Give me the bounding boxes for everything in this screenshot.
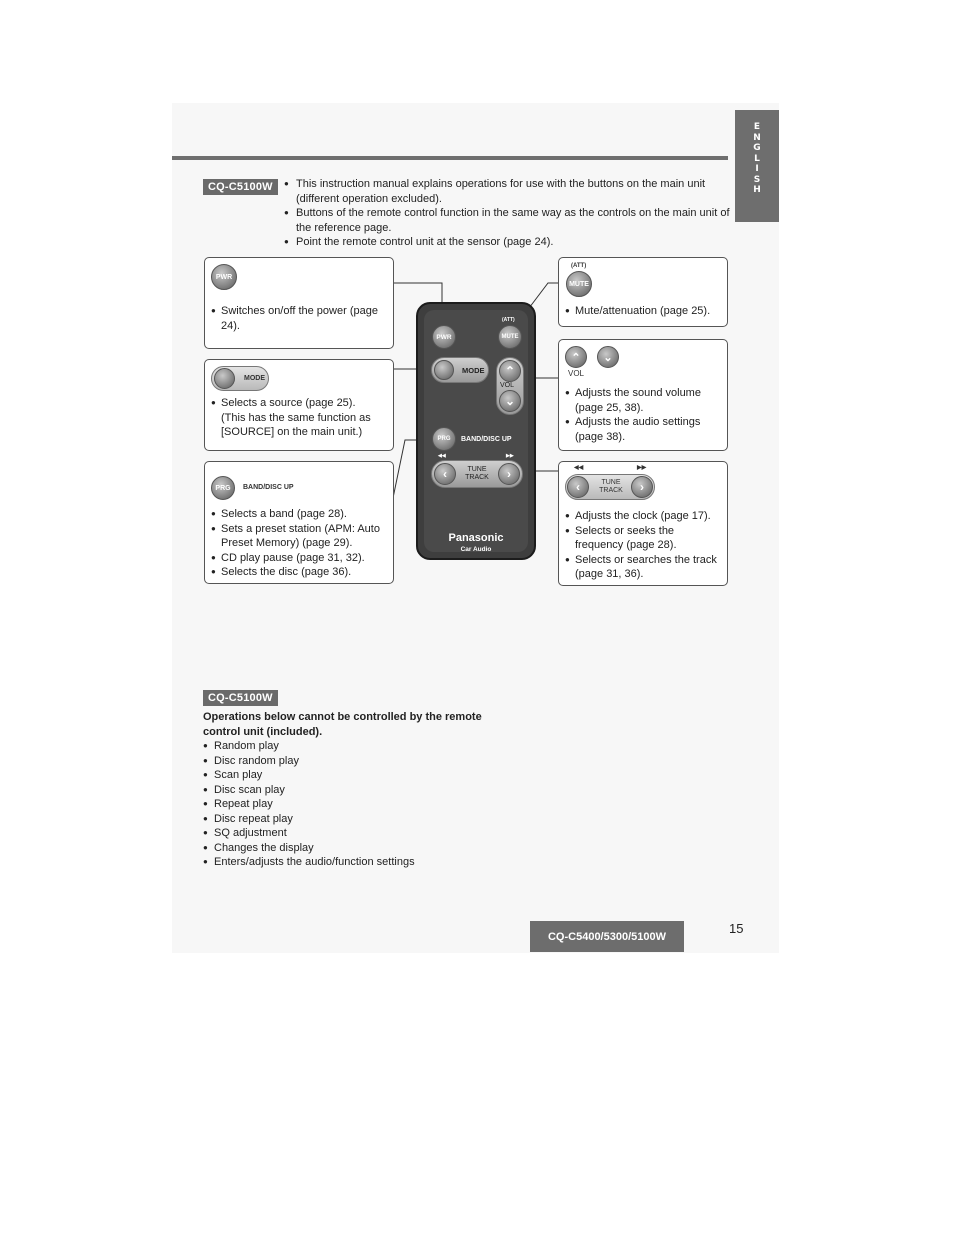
- remote-att-label: (ATT): [502, 317, 515, 323]
- ops-item: ● Enters/adjusts the audio/function settings: [203, 855, 503, 870]
- fast-forward-icon: ▶▶: [637, 465, 647, 471]
- ops-item: ● Changes the display: [203, 841, 503, 856]
- ops-item: ● Disc scan play: [203, 783, 503, 798]
- ops-item: ● SQ adjustment: [203, 826, 503, 841]
- ops-list: [203, 739, 503, 870]
- remote-track-text: TRACK: [465, 474, 489, 481]
- intro-list: [284, 177, 732, 250]
- band-desc: ● Sets a preset station (APM: Auto Preset Memory) (page 29).: [211, 522, 386, 551]
- ops-heading: Operations below cannot be controlled by the remote control unit (included).: [203, 711, 482, 738]
- intro-item: ● Point the remote control unit at the sensor (page 24).: [284, 235, 732, 250]
- mode-icon-label: MODE: [244, 375, 265, 382]
- mode-dot-icon: [434, 360, 454, 380]
- remote-tune-text: TUNE: [467, 466, 487, 473]
- rewind-icon: ◀◀: [574, 465, 584, 471]
- footer-model-tag: CQ-C5400/5300/5100W: [530, 921, 684, 952]
- mode-desc: ● Selects a source (page 25). (This has the same function as [SOURCE] on the main unit.): [211, 396, 381, 440]
- remote-vol-rocker[interactable]: [496, 357, 524, 415]
- chevron-left-icon[interactable]: ‹: [434, 463, 456, 485]
- vol-down-icon: ⌄: [597, 346, 619, 368]
- vol-up-icon: ⌃: [565, 346, 587, 368]
- pwr-box: [204, 257, 394, 349]
- pwr-icon: PWR: [211, 264, 237, 290]
- ops-item: ● Repeat play: [203, 797, 503, 812]
- tune-desc: ● Selects or seeks the frequency (page 28).: [565, 524, 725, 553]
- mute-icon: MUTE: [566, 271, 592, 297]
- remote-control: [416, 302, 536, 560]
- remote-prg-button[interactable]: PRG: [432, 427, 456, 451]
- remote-face: [424, 310, 528, 552]
- rewind-icon: ◀◀: [438, 453, 446, 459]
- band-desc: ● Selects the disc (page 36).: [211, 565, 386, 580]
- remote-tune-track-rocker[interactable]: [431, 460, 523, 488]
- remote-mode-label: MODE: [462, 366, 485, 375]
- band-icon-label: BAND/DISC UP: [243, 484, 294, 491]
- remote-mute-button[interactable]: MUTE: [498, 325, 522, 349]
- chevron-left-icon: ‹: [567, 476, 589, 498]
- pwr-desc: ● Switches on/off the power (page 24).: [211, 304, 381, 333]
- tune-track-label: TUNE TRACK: [599, 479, 623, 494]
- lang-letter: E: [753, 122, 761, 132]
- mute-box: [558, 257, 728, 327]
- tune-track-icon: [565, 474, 655, 500]
- lang-letter: I: [755, 164, 759, 174]
- remote-tune-label: [462, 466, 492, 482]
- page-number: 15: [729, 921, 744, 936]
- lang-letter: L: [754, 153, 760, 164]
- remote-band-label: BAND/DISC UP: [461, 436, 512, 443]
- model-tag: CQ-C5100W: [203, 179, 278, 195]
- vol-up-icon[interactable]: ⌃: [499, 360, 521, 382]
- language-tab: [735, 110, 779, 222]
- remote-pwr-button[interactable]: PWR: [432, 325, 456, 349]
- header-rule: [172, 156, 728, 160]
- band-desc: ● CD play pause (page 31, 32).: [211, 551, 386, 566]
- vol-desc: ● Adjusts the audio settings (page 38).: [565, 415, 725, 444]
- tune-desc: ● Adjusts the clock (page 17).: [565, 509, 725, 524]
- chevron-right-icon: ›: [631, 476, 653, 498]
- lang-letter: H: [753, 185, 761, 195]
- model-tag: CQ-C5100W: [203, 690, 278, 706]
- ops-item: ● Random play: [203, 739, 503, 754]
- remote-mode-button[interactable]: [431, 357, 489, 383]
- mode-dot-icon: [214, 368, 235, 389]
- remote-brand-logo: Panasonic: [448, 532, 504, 544]
- att-label: (ATT): [571, 263, 587, 269]
- mode-icon: [211, 366, 269, 391]
- lang-letter: N: [753, 132, 761, 143]
- remote-vol-label: VOL: [500, 382, 515, 389]
- intro-item: ● Buttons of the remote control function in the same way as the controls on the main unit of the reference page.: [284, 206, 732, 235]
- band-box: [204, 461, 394, 584]
- band-desc: ● Selects a band (page 28).: [211, 507, 386, 522]
- chevron-right-icon[interactable]: ›: [498, 463, 520, 485]
- tune-box: [558, 461, 728, 586]
- ops-item: ● Disc random play: [203, 754, 503, 769]
- fast-forward-icon: ▶▶: [506, 453, 514, 459]
- ops-item: ● Scan play: [203, 768, 503, 783]
- mute-desc: ● Mute/attenuation (page 25).: [565, 304, 725, 319]
- ops-item: ● Disc repeat play: [203, 812, 503, 827]
- mode-box: [204, 359, 394, 451]
- lang-letter: G: [753, 143, 761, 153]
- vol-down-icon[interactable]: ⌄: [499, 390, 521, 412]
- prg-icon: PRG: [211, 476, 235, 500]
- ops-section: [203, 710, 503, 870]
- tune-desc: ● Selects or searches the track (page 31, 36).: [565, 553, 725, 582]
- vol-icon-label: VOL: [568, 369, 585, 378]
- remote-brand-sub: Car Audio: [460, 546, 492, 553]
- vol-desc: ● Adjusts the sound volume (page 25, 38).: [565, 386, 725, 415]
- vol-box: [558, 339, 728, 451]
- lang-letter: S: [753, 174, 761, 185]
- intro-item: ● This instruction manual explains operations for use with the buttons on the main unit (different operation excluded).: [284, 177, 732, 206]
